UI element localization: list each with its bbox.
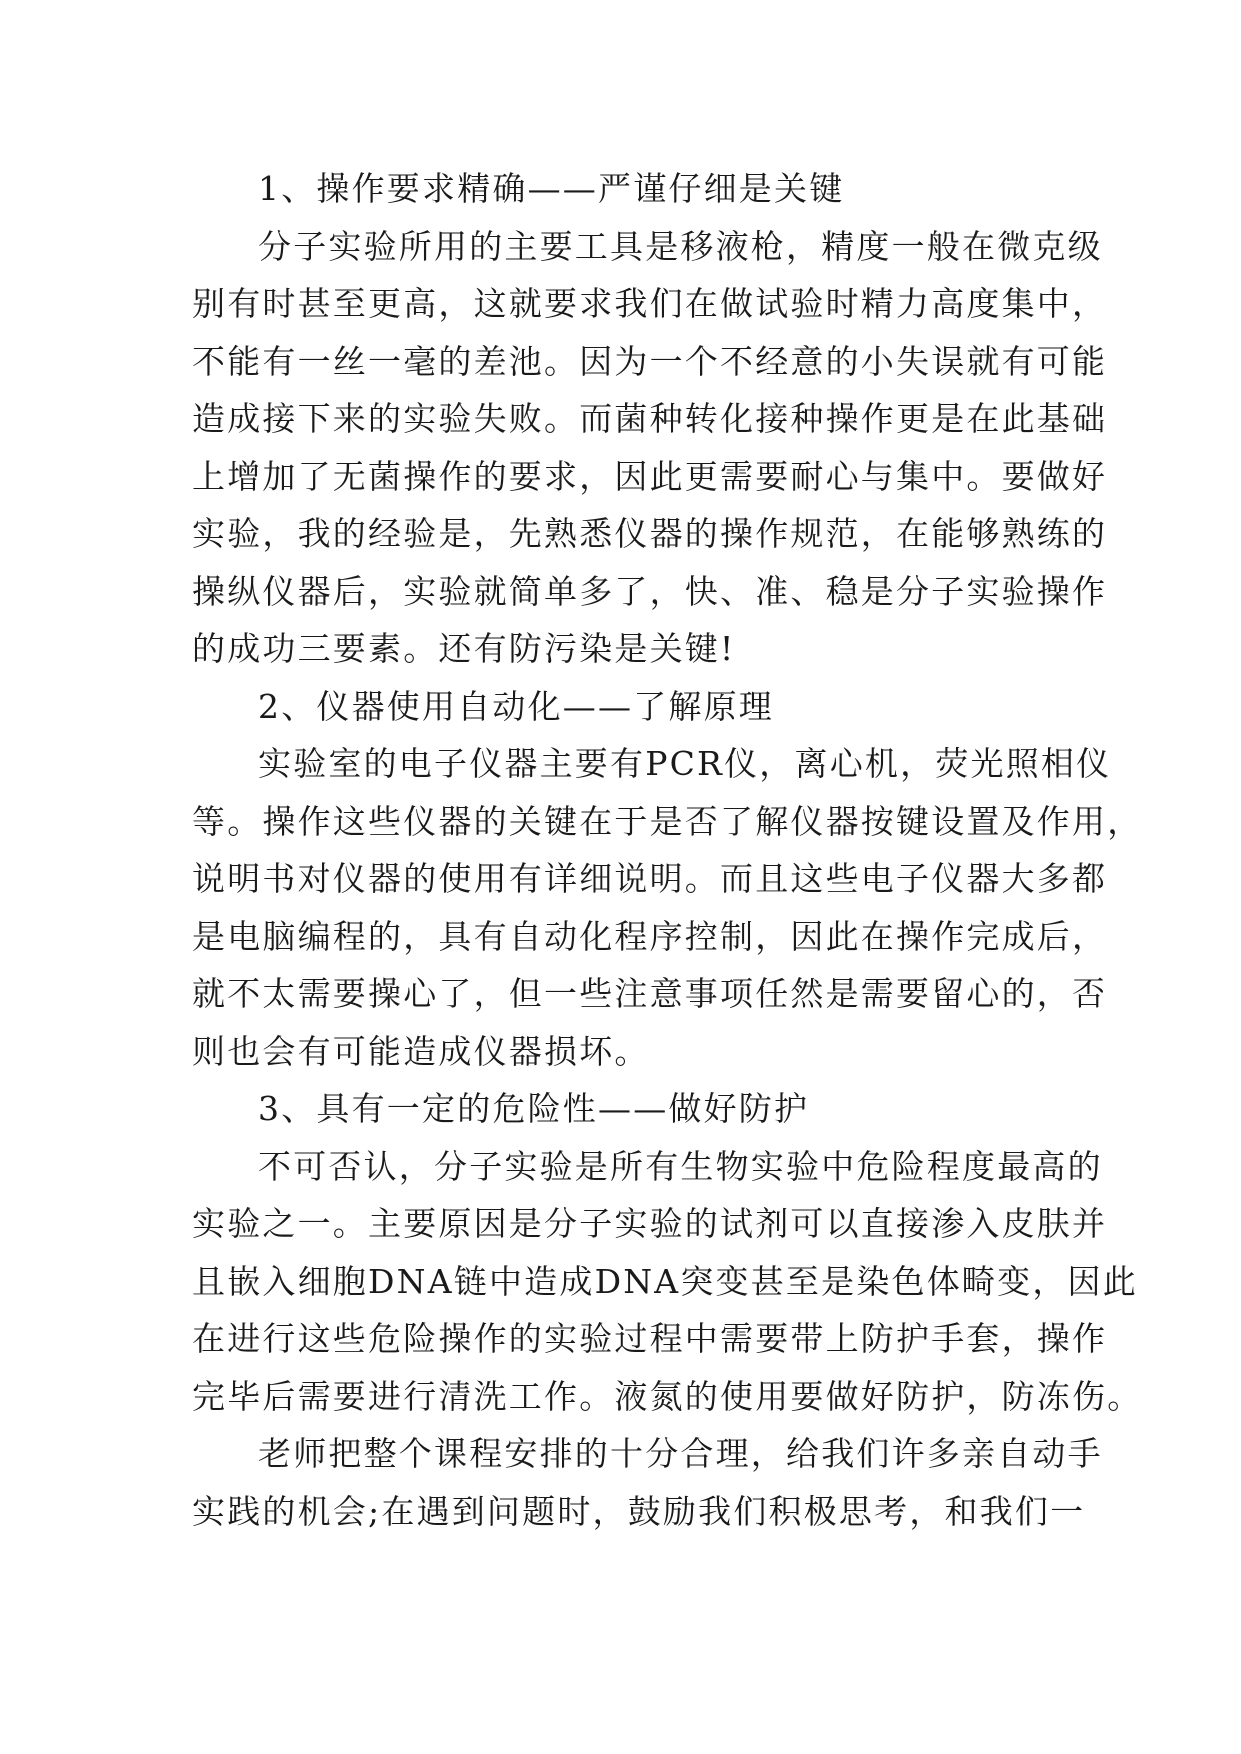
paragraph-line: 则也会有可能造成仪器损坏。 bbox=[192, 1031, 650, 1071]
paragraph-first-line: 1、操作要求精确——严谨仔细是关键 bbox=[258, 169, 845, 208]
paragraph-line: 不能有一丝一毫的差池。因为一个不经意的小失误就有可能 bbox=[192, 341, 1108, 381]
paragraph-line: 的成功三要素。还有防污染是关键! bbox=[192, 629, 736, 668]
paragraph-first-line: 实验室的电子仪器主要有PCR仪，离心机，荧光照相仪 bbox=[258, 744, 1112, 783]
paragraph-line: 上增加了无菌操作的要求，因此更需要耐心与集中。要做好 bbox=[192, 456, 1108, 496]
paragraph-line: 且嵌入细胞DNA链中造成DNA突变甚至是染色体畸变，因此 bbox=[192, 1261, 1138, 1301]
paragraph-line: 等。操作这些仪器的关键在于是否了解仪器按键设置及作用， bbox=[192, 801, 1143, 841]
paragraph-line: 操纵仪器后，实验就简单多了，快、准、稳是分子实验操作 bbox=[192, 571, 1108, 611]
paragraph-line: 完毕后需要进行清洗工作。液氮的使用要做好防护，防冻伤。 bbox=[192, 1376, 1143, 1416]
paragraph-line: 在进行这些危险操作的实验过程中需要带上防护手套，操作 bbox=[192, 1319, 1108, 1358]
paragraph-first-line: 2、仪器使用自动化——了解原理 bbox=[258, 686, 774, 726]
paragraph-line: 造成接下来的实验失败。而菌种转化接种操作更是在此基础 bbox=[192, 399, 1108, 438]
paragraph-line: 就不太需要操心了，但一些注意事项任然是需要留心的，否 bbox=[192, 974, 1108, 1013]
paragraph-line: 别有时甚至更高，这就要求我们在做试验时精力高度集中， bbox=[192, 284, 1108, 323]
document-body bbox=[192, 160, 1143, 1540]
paragraph-line: 实践的机会;在遇到问题时，鼓励我们积极思考，和我们一 bbox=[192, 1491, 1086, 1531]
paragraph-line: 说明书对仪器的使用有详细说明。而且这些电子仪器大多都 bbox=[192, 859, 1108, 898]
paragraph-first-line: 3、具有一定的危险性——做好防护 bbox=[258, 1089, 810, 1128]
paragraph-line: 是电脑编程的，具有自动化程序控制，因此在操作完成后， bbox=[192, 916, 1108, 956]
paragraph-line: 实验，我的经验是，先熟悉仪器的操作规范，在能够熟练的 bbox=[192, 514, 1108, 553]
paragraph-first-line: 分子实验所用的主要工具是移液枪，精度一般在微克级 bbox=[258, 226, 1103, 266]
paragraph-line: 实验之一。主要原因是分子实验的试剂可以直接渗入皮肤并 bbox=[192, 1204, 1108, 1243]
paragraph-first-line: 老师把整个课程安排的十分合理，给我们许多亲自动手 bbox=[258, 1434, 1103, 1473]
paragraph-first-line: 不可否认，分子实验是所有生物实验中危险程度最高的 bbox=[258, 1146, 1103, 1186]
